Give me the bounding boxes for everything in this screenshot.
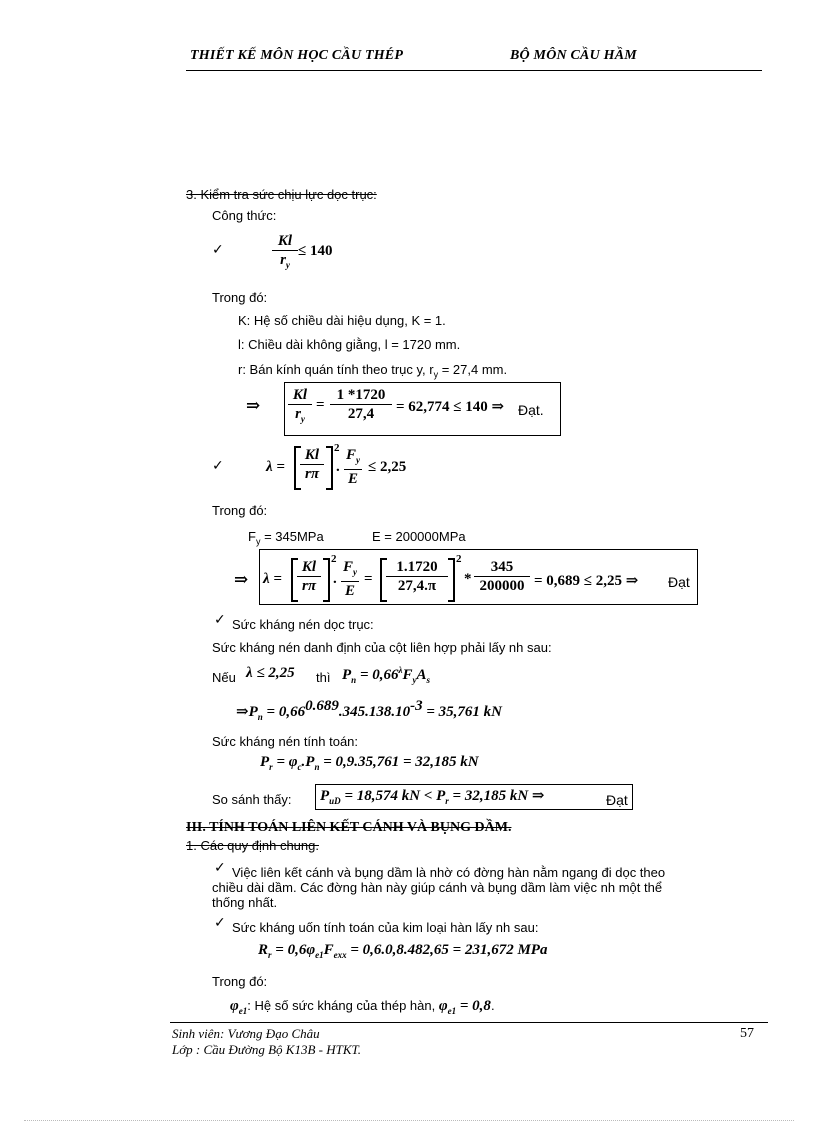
compare-ok: Đạt [606,792,628,808]
page-edge-dots [24,1120,794,1121]
chk2-fy-over-e: $F_y$ E [342,559,357,599]
check-icon: ✓ [212,458,224,474]
compare-formula: $P_{uD} = 18,574$ kN < $P_r = 32,185$ kN ⇒ [320,788,545,806]
e-definition: E = 200000MPa [372,529,466,544]
header-rule [186,70,762,71]
implies-arrow-1: ⇒ [246,396,261,415]
chk2-345-frac: 345 200000 [474,558,530,595]
formula-1-rhs: ≤ 140 [298,243,333,259]
bullet-suc-khang-nen: Sức kháng nén dọc trục: [232,617,374,632]
bracket-right [326,446,333,490]
check-2-ok: Đạt [668,574,690,590]
cong-thuc-label: Công thức: [212,208,277,223]
footer-student: Sinh viên: Vương Đạo Châu [172,1026,320,1041]
section-3-title-text: 3. Kiểm tra sức chịu lực dọc trục: [186,187,377,202]
chk2-star: * [464,571,472,587]
neu-condition: λ ≤ 2,25 [246,665,295,681]
paragraph-1-line-3: thống nhất. [212,895,278,910]
trong-do-label-1: Trong đó: [212,290,268,305]
chk2-kl-frac: Kl rπ [297,558,321,595]
bracket-right [323,558,330,602]
bracket-right [448,558,455,602]
check-1-eq: = [316,397,325,413]
chk2-exp2: 2 [456,553,462,565]
f2-kl-frac: Kl rπ [300,446,324,483]
thi-label: thì [316,670,331,685]
paragraph-1-line-1: Việc liên kết cánh và bụng dầm là nhờ có đờng hàn nằm ngang đi dọc theo [232,865,666,880]
implies-arrow-2: ⇒ [234,570,249,589]
danh-dinh-text: Sức kháng nén danh định của cột liên hợp phải lấy nh sau: [212,640,552,655]
header-left: THIẾT KẾ MÔN HỌC CẦU THÉP [190,48,404,63]
rr-formula: $R_r = 0,6\varphi_{e1}F_{exx} = 0,6.0,8.482,65 = 231,672$ MPa [258,942,548,960]
page-number: 57 [740,1026,754,1041]
footer-class: Lớp : Cầu Đường Bộ K13B - HTKT. [172,1042,362,1057]
header-right: BỘ MÔN CẦU HẦM [510,48,637,63]
so-sanh-label: So sánh thấy: [212,792,292,807]
pn-calculation: $\Rightarrow P_n = 0,66^{0.689}.345.138.10^{-3} = 35,761$ kN [236,698,502,722]
check-1-result: = 62,774 ≤ 140 ⇒ [396,399,505,415]
chk2-value-frac: 1.1720 27,4.π [386,558,448,595]
phi-definition: $\varphi_{e1}$: Hệ số sức kháng của thép hàn, $\varphi_{e1} = 0,8$. [230,998,495,1016]
lambda-label-2: λ = [263,571,282,587]
r-definition: r: Bán kính quán tính theo trục y, $r_y = 27,4$ mm. [238,362,508,380]
neu-label: Nếu [212,670,236,685]
check-icon: ✓ [214,612,226,628]
k-definition: K: Hệ số chiều dài hiệu dụng, K = 1. [238,313,446,328]
check-icon: ✓ [214,860,226,876]
frac-num: Kl [277,233,293,249]
chk2-result: = 0,689 ≤ 2,25 ⇒ [534,573,639,589]
fy-definition: $F_y = 345MPa$ [248,529,324,547]
trong-do-label-3: Trong đó: [212,974,268,989]
chk2-dot: . [333,571,337,587]
pr-formula: $P_r = \varphi_c.P_n = 0,9.35,761 = 32,185$ kN [260,754,479,772]
f2-exp: 2 [334,442,340,454]
paragraph-2: Sức kháng uốn tính toán của kim loại hàn lấy nh sau: [232,920,539,935]
footer-rule [170,1022,768,1023]
chk2-exp: 2 [331,553,337,565]
lambda-label-1: λ = [266,459,285,475]
l-definition: l: Chiều dài không giằng, l = 1720 mm. [238,337,461,352]
trong-do-label-2: Trong đó: [212,503,268,518]
section-3-title [186,187,377,202]
f2-rhs: ≤ 2,25 [368,459,407,475]
tinh-toan-label: Sức kháng nén tính toán: [212,734,359,749]
check-1-lhs-frac: Kl $r_y$ [288,386,312,428]
chk2-eq: = [364,571,373,587]
check-1-ok: Đạt. [518,402,544,418]
check-1-value-frac: 1 *1720 27,4 [330,386,392,423]
f2-fy-over-e: $F_y$ E [345,447,360,487]
check-icon: ✓ [212,242,224,258]
f2-dot: . [336,459,340,475]
paragraph-1-line-2: chiều dài dầm. Các đờng hàn này giúp cánh và bụng dầm làm việc nh một thể [212,880,663,895]
section-III-sub1: 1. Các quy định chung. [186,838,319,853]
formula-kl-over-ry [272,232,298,274]
check-icon: ✓ [214,915,226,931]
section-III-title: III. TÍNH TOÁN LIÊN KẾT CÁNH VÀ BỤNG DẦM. [186,820,512,835]
pn-formula: $P_n = 0,66^\lambda F_yA_s$ [342,665,431,685]
frac-den: $r_y$ [280,252,290,270]
